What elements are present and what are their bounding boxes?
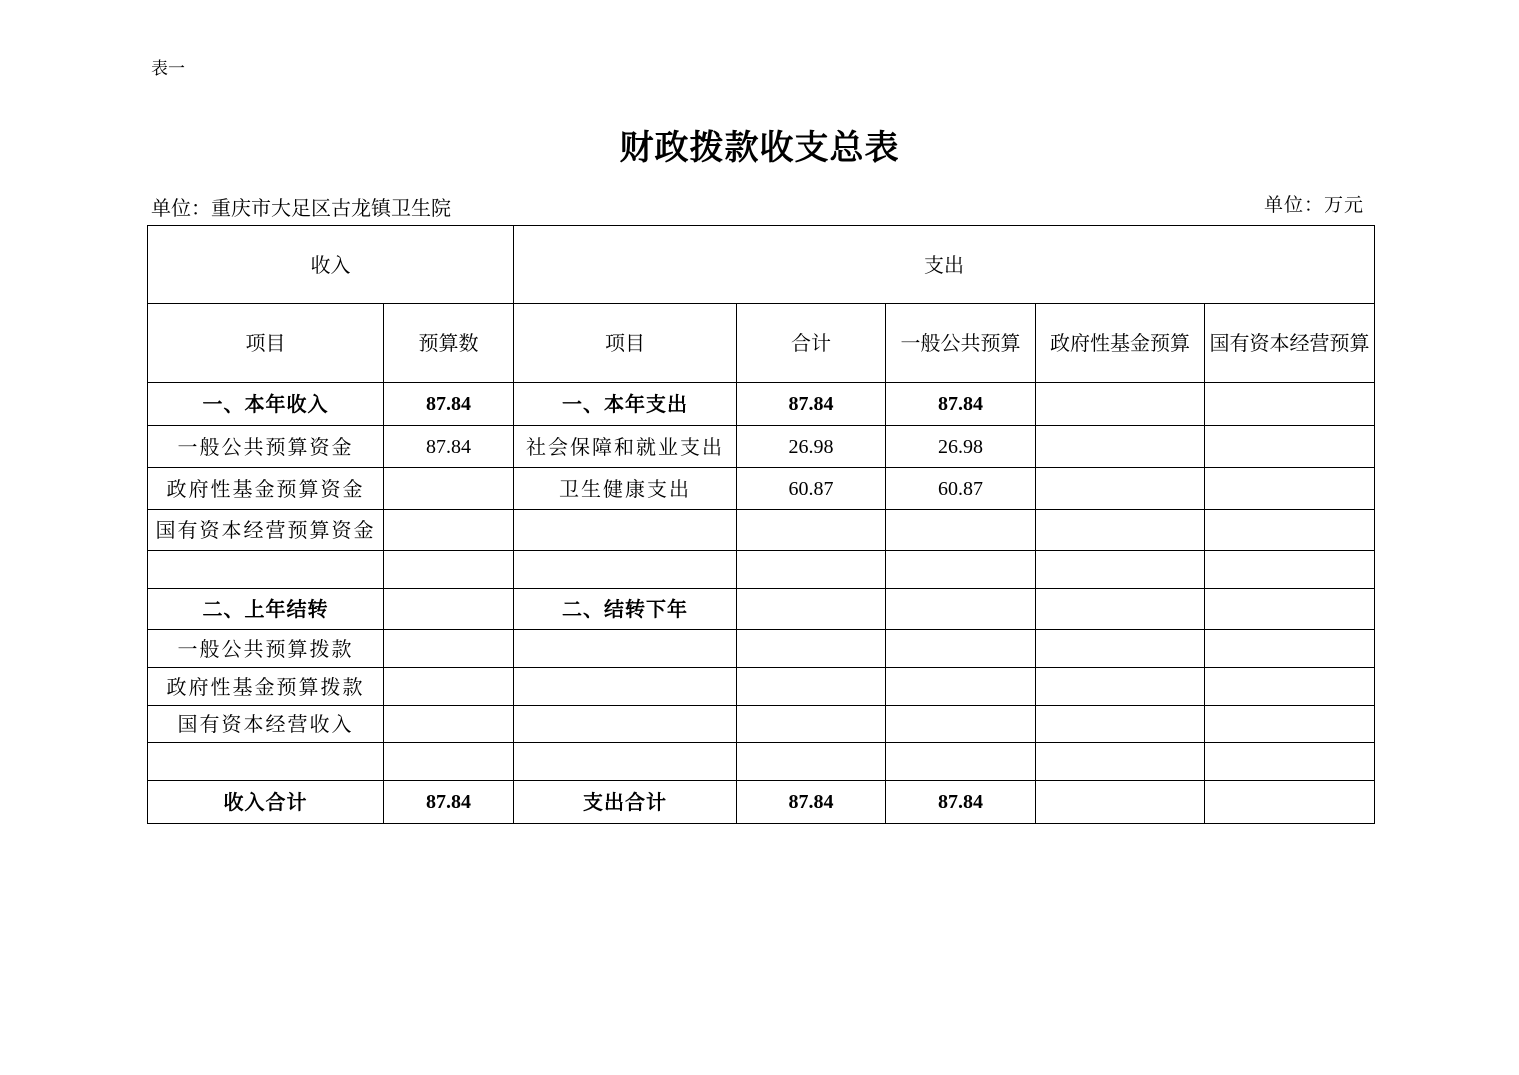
row-label: 政府性基金预算拨款 <box>148 668 384 706</box>
row-label: 收入合计 <box>148 781 384 824</box>
cell-value <box>384 510 514 551</box>
col-header-total: 合计 <box>737 304 886 383</box>
row-label <box>148 551 384 589</box>
cell-value <box>384 468 514 510</box>
cell-value <box>737 630 886 668</box>
cell-value <box>1205 383 1375 426</box>
table-row <box>148 510 1375 551</box>
cell-value: 26.98 <box>886 426 1036 468</box>
cell-value: 87.84 <box>384 426 514 468</box>
table-row <box>148 383 1375 426</box>
unit-organization: 单位：重庆市大足区古龙镇卫生院 <box>151 196 451 220</box>
row-label: 一、本年收入 <box>148 383 384 426</box>
cell-value <box>886 589 1036 630</box>
table-row <box>148 630 1375 668</box>
cell-value: 60.87 <box>886 468 1036 510</box>
cell-value <box>1205 781 1375 824</box>
cell-value <box>737 706 886 743</box>
cell-value <box>1036 743 1205 781</box>
total-row <box>148 781 1375 824</box>
cell-value <box>737 510 886 551</box>
row-label: 卫生健康支出 <box>514 468 737 510</box>
row-label: 政府性基金预算资金 <box>148 468 384 510</box>
unit-currency: 单位：万元 <box>1264 194 1365 216</box>
col-header-income-item: 项目 <box>148 304 384 383</box>
row-label: 二、结转下年 <box>514 589 737 630</box>
cell-value <box>886 510 1036 551</box>
row-label <box>514 668 737 706</box>
row-label: 二、上年结转 <box>148 589 384 630</box>
cell-value <box>1036 589 1205 630</box>
table-number: 表一 <box>151 59 185 79</box>
col-header-budget-amount: 预算数 <box>384 304 514 383</box>
row-label: 一般公共预算拨款 <box>148 630 384 668</box>
cell-value <box>384 706 514 743</box>
cell-value <box>737 743 886 781</box>
expense-group-header: 支出 <box>514 226 1375 304</box>
cell-value <box>1036 383 1205 426</box>
row-label: 一般公共预算资金 <box>148 426 384 468</box>
row-label: 国有资本经营收入 <box>148 706 384 743</box>
cell-value <box>1036 510 1205 551</box>
row-label <box>514 630 737 668</box>
cell-value <box>384 743 514 781</box>
column-header-row <box>148 304 1375 383</box>
row-label: 国有资本经营预算资金 <box>148 510 384 551</box>
table-row <box>148 551 1375 589</box>
cell-value <box>737 589 886 630</box>
cell-value: 26.98 <box>737 426 886 468</box>
cell-value <box>1036 630 1205 668</box>
page-title: 财政拨款收支总表 <box>619 128 900 168</box>
cell-value: 87.84 <box>384 781 514 824</box>
cell-value <box>384 551 514 589</box>
row-label <box>148 743 384 781</box>
row-label <box>514 510 737 551</box>
cell-value <box>737 668 886 706</box>
col-header-state-capital-budget: 国有资本经营预算 <box>1205 304 1375 383</box>
cell-value <box>1036 781 1205 824</box>
table-row <box>148 743 1375 781</box>
col-header-general-budget: 一般公共预算 <box>886 304 1036 383</box>
cell-value <box>384 589 514 630</box>
row-label: 一、本年支出 <box>514 383 737 426</box>
table-row <box>148 668 1375 706</box>
cell-value <box>1205 589 1375 630</box>
cell-value <box>1205 743 1375 781</box>
col-header-fund-budget: 政府性基金预算 <box>1036 304 1205 383</box>
table-row <box>148 706 1375 743</box>
cell-value <box>1205 510 1375 551</box>
table-row <box>148 426 1375 468</box>
cell-value <box>886 551 1036 589</box>
cell-value: 87.84 <box>737 383 886 426</box>
cell-value <box>886 668 1036 706</box>
table-row <box>148 589 1375 630</box>
cell-value <box>1036 668 1205 706</box>
cell-value <box>384 630 514 668</box>
cell-value: 87.84 <box>886 383 1036 426</box>
cell-value <box>886 743 1036 781</box>
cell-value <box>1036 551 1205 589</box>
col-header-expense-item: 项目 <box>514 304 737 383</box>
cell-value: 87.84 <box>737 781 886 824</box>
group-header-row <box>148 226 1375 304</box>
row-label <box>514 743 737 781</box>
budget-table <box>147 225 1375 824</box>
cell-value <box>737 551 886 589</box>
cell-value: 87.84 <box>384 383 514 426</box>
cell-value <box>886 630 1036 668</box>
cell-value <box>384 668 514 706</box>
cell-value: 87.84 <box>886 781 1036 824</box>
cell-value <box>1036 468 1205 510</box>
income-group-header: 收入 <box>148 226 514 304</box>
cell-value: 60.87 <box>737 468 886 510</box>
row-label <box>514 706 737 743</box>
cell-value <box>1205 706 1375 743</box>
row-label: 支出合计 <box>514 781 737 824</box>
cell-value <box>1036 426 1205 468</box>
table-row <box>148 468 1375 510</box>
row-label: 社会保障和就业支出 <box>514 426 737 468</box>
row-label <box>514 551 737 589</box>
cell-value <box>1205 668 1375 706</box>
cell-value <box>886 706 1036 743</box>
cell-value <box>1205 630 1375 668</box>
cell-value <box>1205 426 1375 468</box>
cell-value <box>1205 551 1375 589</box>
cell-value <box>1205 468 1375 510</box>
cell-value <box>1036 706 1205 743</box>
